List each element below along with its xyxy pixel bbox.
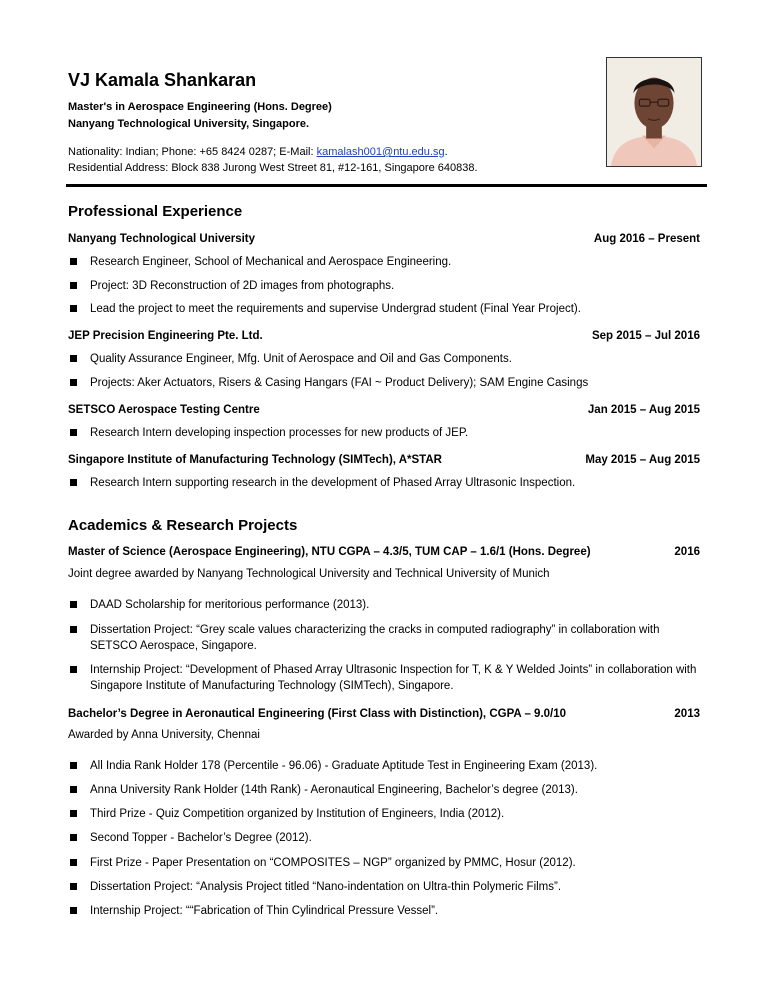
bullet-square-icon (70, 626, 77, 633)
bullet-square-icon (70, 834, 77, 841)
organization-name: Singapore Institute of Manufacturing Technology (SIMTech), A*STAR (68, 454, 442, 466)
bullet-square-icon (70, 810, 77, 817)
date-range: Jan 2015 – Aug 2015 (587, 404, 700, 416)
experience-entry-heading (68, 404, 700, 420)
residential-address: Residential Address: Block 838 Jurong West Street 81, #12-161, Singapore 640838. (68, 162, 478, 174)
bullet-square-icon (70, 379, 77, 386)
portrait-image (607, 58, 701, 166)
degree-name: Master of Science (Aerospace Engineering), NTU CGPA – 4.3/5, TUM CAP – 1.6/1 (Hons. Degree) (68, 546, 591, 558)
bullet-square-icon (70, 429, 77, 436)
section-title-academics: Academics & Research Projects (68, 517, 298, 534)
email-link[interactable]: kamalash001@ntu.edu.sg (316, 146, 445, 158)
bullet-square-icon (70, 762, 77, 769)
bullet-square-icon (70, 305, 77, 312)
bullet-square-icon (70, 479, 77, 486)
degree-description: Awarded by Anna University, Chennai (68, 729, 260, 741)
organization-name: SETSCO Aerospace Testing Centre (68, 404, 260, 416)
bullet-square-icon (70, 355, 77, 362)
bullet-square-icon (70, 907, 77, 914)
profile-photo (606, 57, 702, 167)
academic-entry-heading (68, 708, 700, 724)
university-name: Nanyang Technological University, Singapore. (68, 118, 310, 130)
bullet-square-icon (70, 786, 77, 793)
experience-entry-heading (68, 454, 700, 470)
bullet-square-icon (70, 883, 77, 890)
academic-entry-heading (68, 546, 700, 562)
date-range: May 2015 – Aug 2015 (585, 454, 700, 466)
date-range: Aug 2016 – Present (593, 233, 700, 245)
year: 2013 (674, 708, 700, 720)
section-title-professional: Professional Experience (68, 203, 243, 220)
contact-line (68, 146, 448, 158)
header-divider (66, 184, 707, 187)
degree-title: Master's in Aerospace Engineering (Hons. Degree) (68, 101, 332, 113)
degree-name: Bachelor’s Degree in Aeronautical Engineering (First Class with Distinction), CGPA – 9.0/10 (68, 708, 567, 720)
bullet-square-icon (70, 258, 77, 265)
contact-suffix: . (444, 146, 448, 158)
bullet-square-icon (70, 601, 77, 608)
experience-entry-heading (68, 330, 700, 346)
date-range: Sep 2015 – Jul 2016 (591, 330, 700, 342)
experience-entry-heading (68, 233, 700, 249)
organization-name: JEP Precision Engineering Pte. Ltd. (68, 330, 263, 342)
degree-description: Joint degree awarded by Nanyang Technological University and Technical University of Munich (68, 568, 550, 580)
year: 2016 (674, 546, 700, 558)
bullet-square-icon (70, 666, 77, 673)
bullet-square-icon (70, 859, 77, 866)
bullet-square-icon (70, 282, 77, 289)
organization-name: Nanyang Technological University (68, 233, 256, 245)
resume-page: VJ Kamala Shankaran Master's in Aerospace Engineering (Hons. Degree) Nanyang Technological University, Singapore. Nationality: Indian; Phone: +65 8424 0287; E-Mail: kamalash001@ntu.edu.sg. Residential Address: Block 838 Jurong West Street 81, #12-161, Singapore 640838. Professional Experience Nanyang Technological University Aug 2016 – Present Research Engineer, School of Mechanical and Aerospace Engineering. Project: 3D Reconstruction of 2D images from photographs. Lead the project to meet the requirements and supervise Undergrad student (Final Year Project). JEP Precision Engineering Pte. Ltd. Sep 2015 – Jul 2016 Quality Assurance Engineer, Mfg. Unit of Aerospace and Oil and Gas Components. Projects: Aker Actuators, Risers & Casing Hangars (FAI ~ Product Delivery); SAM Engine Casings SETSCO Aerospace Testing Centre Jan 2015 – Aug 2015 Research Intern developing inspection processes for new products of JEP. Singapore Institute of Manufacturing Technology (SIMTech), A*STAR May 2015 – Aug 2015 Research Intern supporting research in the development of Phased Array Ultrasonic Inspection. Academics & Research Projects Master of Science (Aerospace Engineering), NTU CGPA – 4.3/5, TUM CAP – 1.6/1 (Hons. Degree) 2016 Joint degree awarded by Nanyang Technological University and Technical University of Munich DAAD Scholarship for meritorious performance (2013). Dissertation Project: “Grey scale values characterizing the cracks in computed radiography” in collaboration with SETSCO Aerospace, Singapore. Internship Project: “Development of Phased Array Ultrasonic Inspection for T, K & Y Welded Joints” in collaboration with Singapore Institute of Manufacturing Technology (SIMTech), Singapore. Bachelor’s Degree in Aeronautical Engineering (First Class with Distinction), CGPA – 9.0/10 2013 Awarded by Anna University, Chennai All India Rank Holder 178 (Percentile - 96.06) - Graduate Aptitude Test in Engineering Exam (2013). Anna University Rank Holder (14th Rank) - Aeronautical Engineering, Bachelor’s degree (2013). Third Prize - Quiz Competition organized by Institution of Engineers, India (2012). Second Topper - Bachelor’s Degree (2012). First Prize - Paper Presentation on “COMPOSITES – NGP” organized by PMMC, Hosur (2012). Dissertation Project: “Analysis Project titled “Nano-indentation on Ultra-thin Polymeric Films”. Internship Project: ““Fabrication of Thin Cylindrical Pressure Vessel”. (0, 0, 768, 994)
contact-prefix: Nationality: Indian; Phone: +65 8424 0287; E-Mail: (68, 146, 317, 158)
candidate-name: VJ Kamala Shankaran (68, 70, 257, 90)
